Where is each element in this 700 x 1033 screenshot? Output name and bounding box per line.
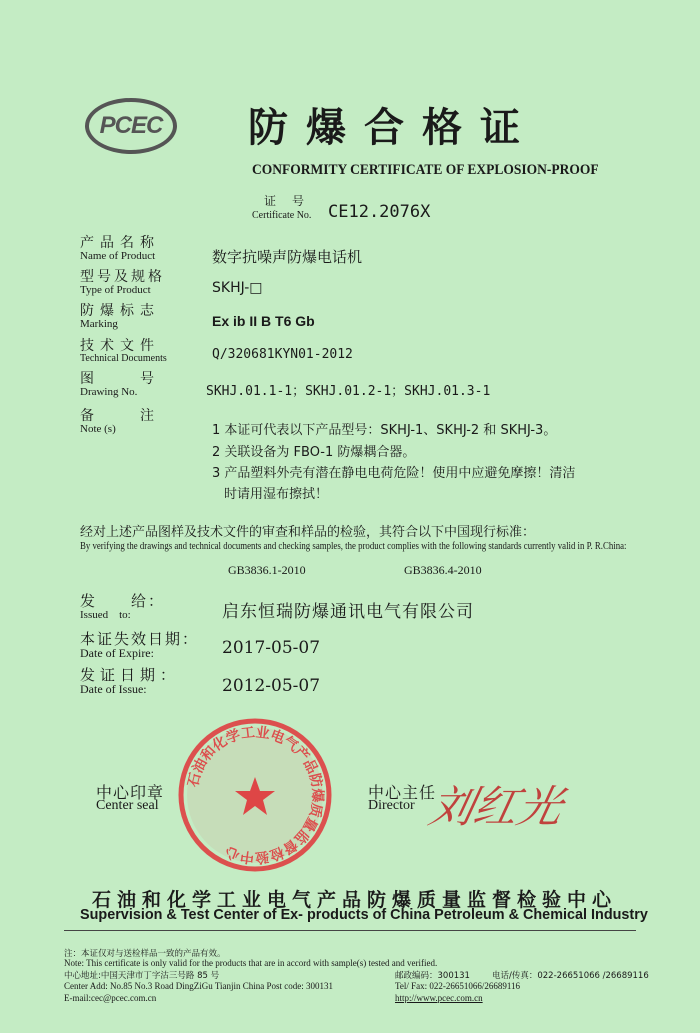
issue-label-cn: 发证日期： [80,666,181,684]
center-seal-label-en: Center seal [96,798,159,813]
seal-ring-text: 石油和化学工业电气产品防爆质量监督检验中心 [185,724,326,866]
director-signature [424,760,590,850]
note-label-en: Note (s) [80,423,116,435]
technical-docs-label-en: Technical Documents [80,353,167,364]
product-name-label-cn: 产品名称 [80,235,160,251]
drawing-label-cn: 图 号 [80,371,160,387]
organization-name-en: Supervision & Test Center of Ex- products of China Petroleum & Chemical Industry [80,906,648,923]
note-line-2: 2 关联设备为 FBO-1 防爆耦合器。 [212,445,416,460]
cert-label-cn: 证 号 [264,194,307,208]
footer-postcode-cn: 邮政编码：300131 [395,971,470,981]
footer-tel-cn: 电话/传真：022-26651066 /26689116 [492,971,649,981]
signature-text: 刘红光 [424,782,568,833]
expire-value: 2017-05-07 [222,638,321,658]
organization-name-cn: 石油和化学工业电气产品防爆质量监督检验中心 [92,889,618,911]
sub-title: CONFORMITY CERTIFICATE OF EXPLOSION-PROOF [252,162,599,178]
standards-intro-cn: 经对上述产品图样及技术文件的审查和样品的检验，其符合以下中国现行标准： [80,525,536,540]
issued-to-label-en: Issued to: [80,609,131,621]
note-line-3: 3 产品塑料外壳有潜在静电电荷危险！使用中应避免摩擦！清洁 [212,466,576,481]
main-title: 防爆合格证 [248,104,538,151]
standard-item-2: GB3836.4-2010 [404,563,482,577]
issued-to-value: 启东恒瑞防爆通讯电气有限公司 [222,602,474,622]
note-line-1: 1 本证可代表以下产品型号：SKHJ-1、SKHJ-2 和 SKHJ-3。 [212,423,557,438]
type-label-cn: 型号及规格 [80,269,165,285]
expire-label-en: Date of Expire: [80,646,154,660]
issue-value: 2012-05-07 [222,676,321,696]
issue-label-en: Date of Issue: [80,682,147,696]
issued-to-label-cn: 发 给： [80,592,166,610]
footer-address-en: Center Add: No.85 No.3 Road DingZiGu Tianjin China Post code: 300131 [64,981,333,991]
product-name-value: 数字抗噪声防爆电话机 [212,248,363,266]
director-label-en: Director [368,798,415,813]
type-label-en: Type of Product [80,284,151,296]
center-seal-label-cn: 中心印章 [96,783,165,802]
footer-tel-en: Tel/ Fax: 022-26651066/26689116 [395,981,521,991]
marking-label-en: Marking [80,318,118,330]
product-name-label-en: Name of Product [80,250,156,262]
drawing-label-en: Drawing No. [80,386,138,398]
center-seal-stamp [175,715,335,875]
technical-docs-value: Q/320681KYN01-2012 [212,347,353,362]
type-value: SKHJ-□ [212,280,263,296]
expire-label-cn: 本证失效日期： [80,630,200,648]
footer-divider [64,930,636,931]
footer-website-link[interactable]: http://www.pcec.com.cn [395,993,483,1003]
note-label-cn: 备 注 [80,408,160,424]
marking-value: Ex ib II B T6 Gb [212,313,315,329]
drawing-value: SKHJ.01.1-1；SKHJ.01.2-1；SKHJ.01.3-1 [206,384,491,399]
cert-label-en: Certificate No. [252,210,312,221]
footer-email[interactable]: E-mail:cec@pcec.com.cn [64,993,157,1003]
technical-docs-label-cn: 技术文件 [80,338,160,354]
standards-intro-en: By verifying the drawings and technical documents and checking samples, the product complies with the following standards currently valid in P. R.China: [80,541,627,552]
cert-number: CE12.2076X [328,202,431,222]
marking-label-cn: 防爆标志 [80,303,160,319]
note-line-4: 时请用湿布擦拭！ [224,487,329,502]
footer-address-cn: 中心地址:中国天津市丁字沽三号路 85 号 [64,971,220,981]
logo-text: PCEC [99,112,163,139]
footer-note-cn: 注：本证仅对与送检样品一致的产品有效。 [64,949,226,959]
standard-item-1: GB3836.1-2010 [228,563,306,577]
director-label-cn: 中心主任 [368,783,437,802]
pcec-logo [85,98,177,154]
footer-note-en: Note: This certificate is only valid for the products that are in accord with sample(s) tested and verified. [64,958,438,968]
